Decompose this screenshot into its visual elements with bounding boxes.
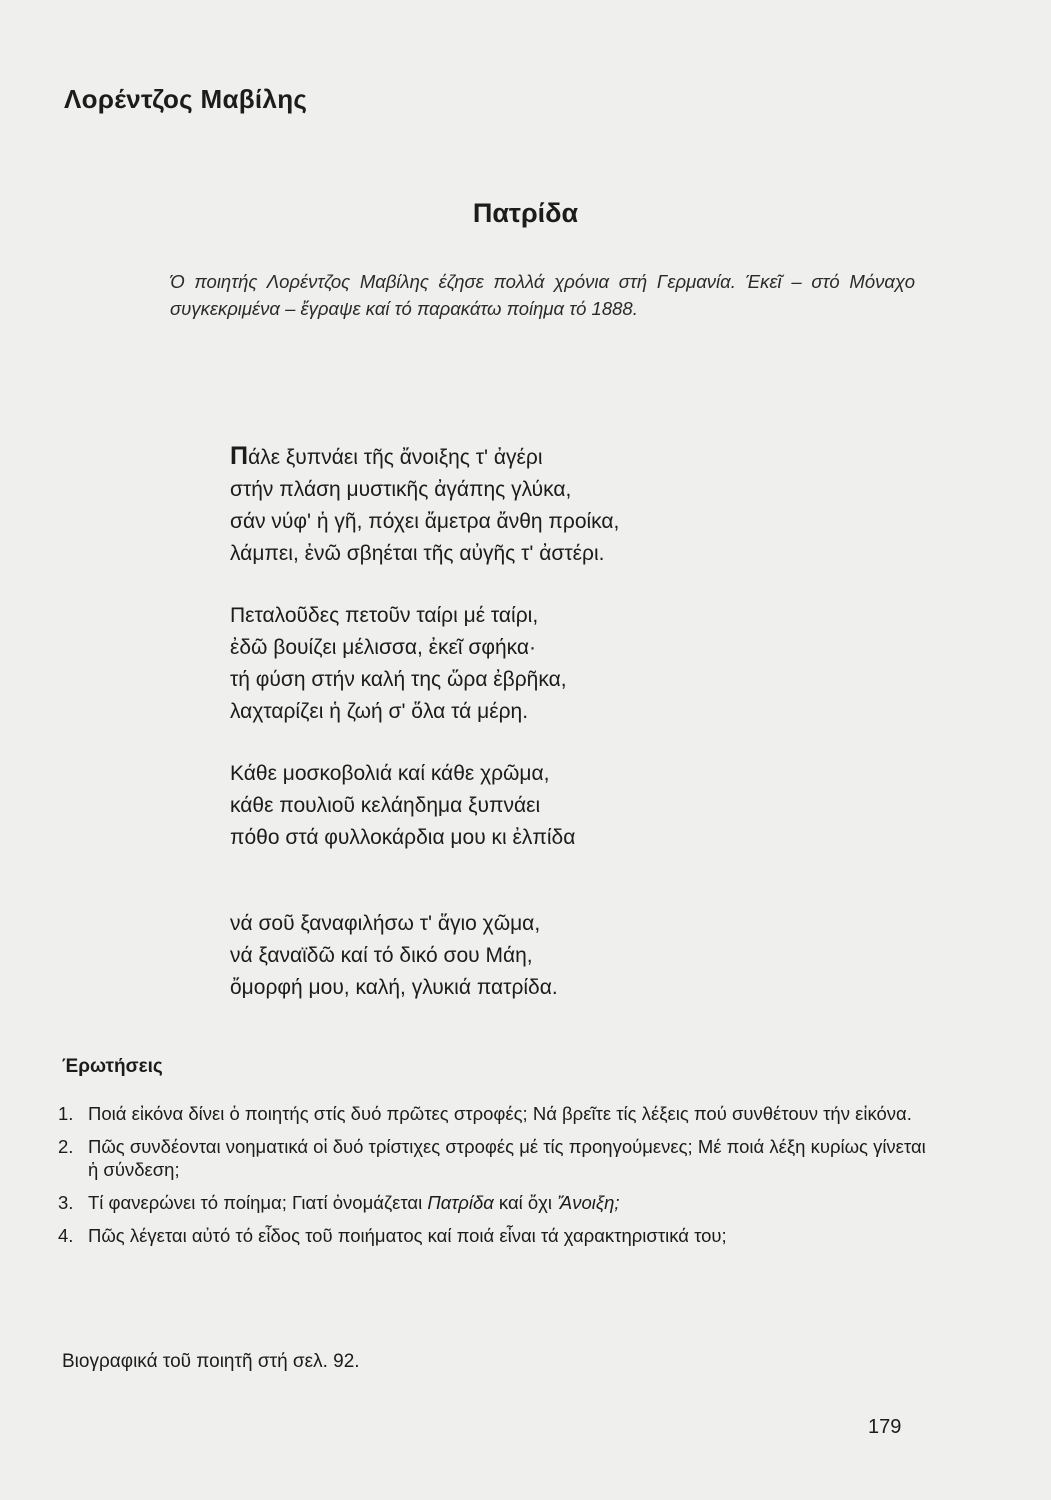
poem-verse: ἐδῶ βουίζει μέλισσα, ἐκεῖ σφήκα· — [230, 636, 537, 659]
questions-heading: Έρωτήσεις — [62, 1056, 163, 1077]
poem-verse: νά ξαναϊδῶ καί τό δικό σου Μάη, — [230, 944, 533, 967]
question-item — [58, 1135, 928, 1181]
poem-body — [230, 440, 850, 1034]
question-text-part: καί ὄχι — [493, 1192, 558, 1213]
poem-verse: νά σοῦ ξαναφιλήσω τ' ἅγιο χῶμα, — [230, 912, 541, 935]
author-name: Λορέντζος Μαβίλης — [64, 84, 308, 114]
question-text: Πῶς λέγεται αὐτό τό εἶδος τοῦ ποιήματος καί ποιά εἶναι τά χαρακτηριστικά του; — [88, 1225, 727, 1246]
question-text — [88, 1191, 928, 1214]
question-number: 4. — [58, 1225, 74, 1246]
poem-verse: κάθε πουλιοῦ κελάηδημα ξυπνάει — [230, 794, 541, 817]
drop-initial: Π — [230, 442, 249, 470]
poem-verse: στήν πλάση μυστικῆς ἀγάπης γλύκα, — [230, 478, 572, 501]
question-text-part: Τί φανερώνει τό ποίημα; Γιατί ὀνομάζεται — [88, 1192, 428, 1213]
stanza-3 — [230, 758, 850, 854]
poem-verse: Πεταλοῦδες πετοῦν ταίρι μέ ταίρι, — [230, 604, 539, 627]
poem-verse: λάμπει, ἐνῶ σβηέται τῆς αὐγῆς τ' ἀστέρι. — [230, 542, 605, 565]
bio-note: Βιογραφικά τοῦ ποιητῆ στή σελ. 92. — [62, 1351, 360, 1372]
question-text: Ποιά εἰκόνα δίνει ὁ ποιητής στίς δυό πρῶτες στροφές; Νά βρεῖτε τίς λέξεις πού συνθέτουν τήν εἰκόνα. — [88, 1103, 912, 1124]
poem-verse: τή φύση στήν καλή της ὥρα ἐβρῆκα, — [230, 668, 567, 691]
question-item — [58, 1191, 928, 1214]
poem-title: Πατρίδα — [472, 198, 579, 228]
poem-verse: Κάθε μοσκοβολιά καί κάθε χρῶμα, — [230, 762, 550, 785]
question-item — [58, 1102, 928, 1125]
poem-verse — [230, 440, 850, 474]
poem-verse: σάν νύφ' ἡ γῆ, πόχει ἄμετρα ἄνθη προίκα, — [230, 510, 620, 533]
question-number: 1. — [58, 1103, 74, 1124]
poem-verse: πόθο στά φυλλοκάρδια μου κι ἐλπίδα — [230, 826, 576, 849]
italic-title-anoixi: Ἄνοιξη; — [557, 1192, 620, 1213]
question-number: 2. — [58, 1136, 74, 1157]
questions-list — [58, 1102, 928, 1257]
first-line-rest: άλε ξυπνάει τῆς ἄνοιξης τ' ἀγέρι — [248, 446, 543, 469]
question-text: Πῶς συνδέονται νοηματικά οἱ δυό τρίστιχες στροφές μέ τίς προηγούμενες; Μέ ποιά λέξη κυρίως γίνεται ἡ σύνδεση; — [88, 1136, 926, 1180]
stanza-1 — [230, 440, 850, 570]
stanza-2 — [230, 600, 850, 728]
intro-note: Ό ποιητής Λορέντζος Μαβίλης έζησε πολλά χρόνια στή Γερμανία. Έκεῖ – στό Μόναχο συγκεκριμένα – ἔγραψε καί τό παρακάτω ποίημα τό 1888. — [170, 271, 915, 319]
italic-title-patrida: Πατρίδα — [427, 1192, 494, 1213]
stanza-4 — [230, 908, 850, 1004]
question-item — [58, 1224, 928, 1247]
poem-verse: ὄμορφή μου, καλή, γλυκιά πατρίδα. — [230, 976, 558, 999]
page-number: 179 — [868, 1416, 902, 1438]
poem-verse: λαχταρίζει ἡ ζωή σ' ὅλα τά μέρη. — [230, 700, 529, 723]
question-number: 3. — [58, 1192, 74, 1213]
